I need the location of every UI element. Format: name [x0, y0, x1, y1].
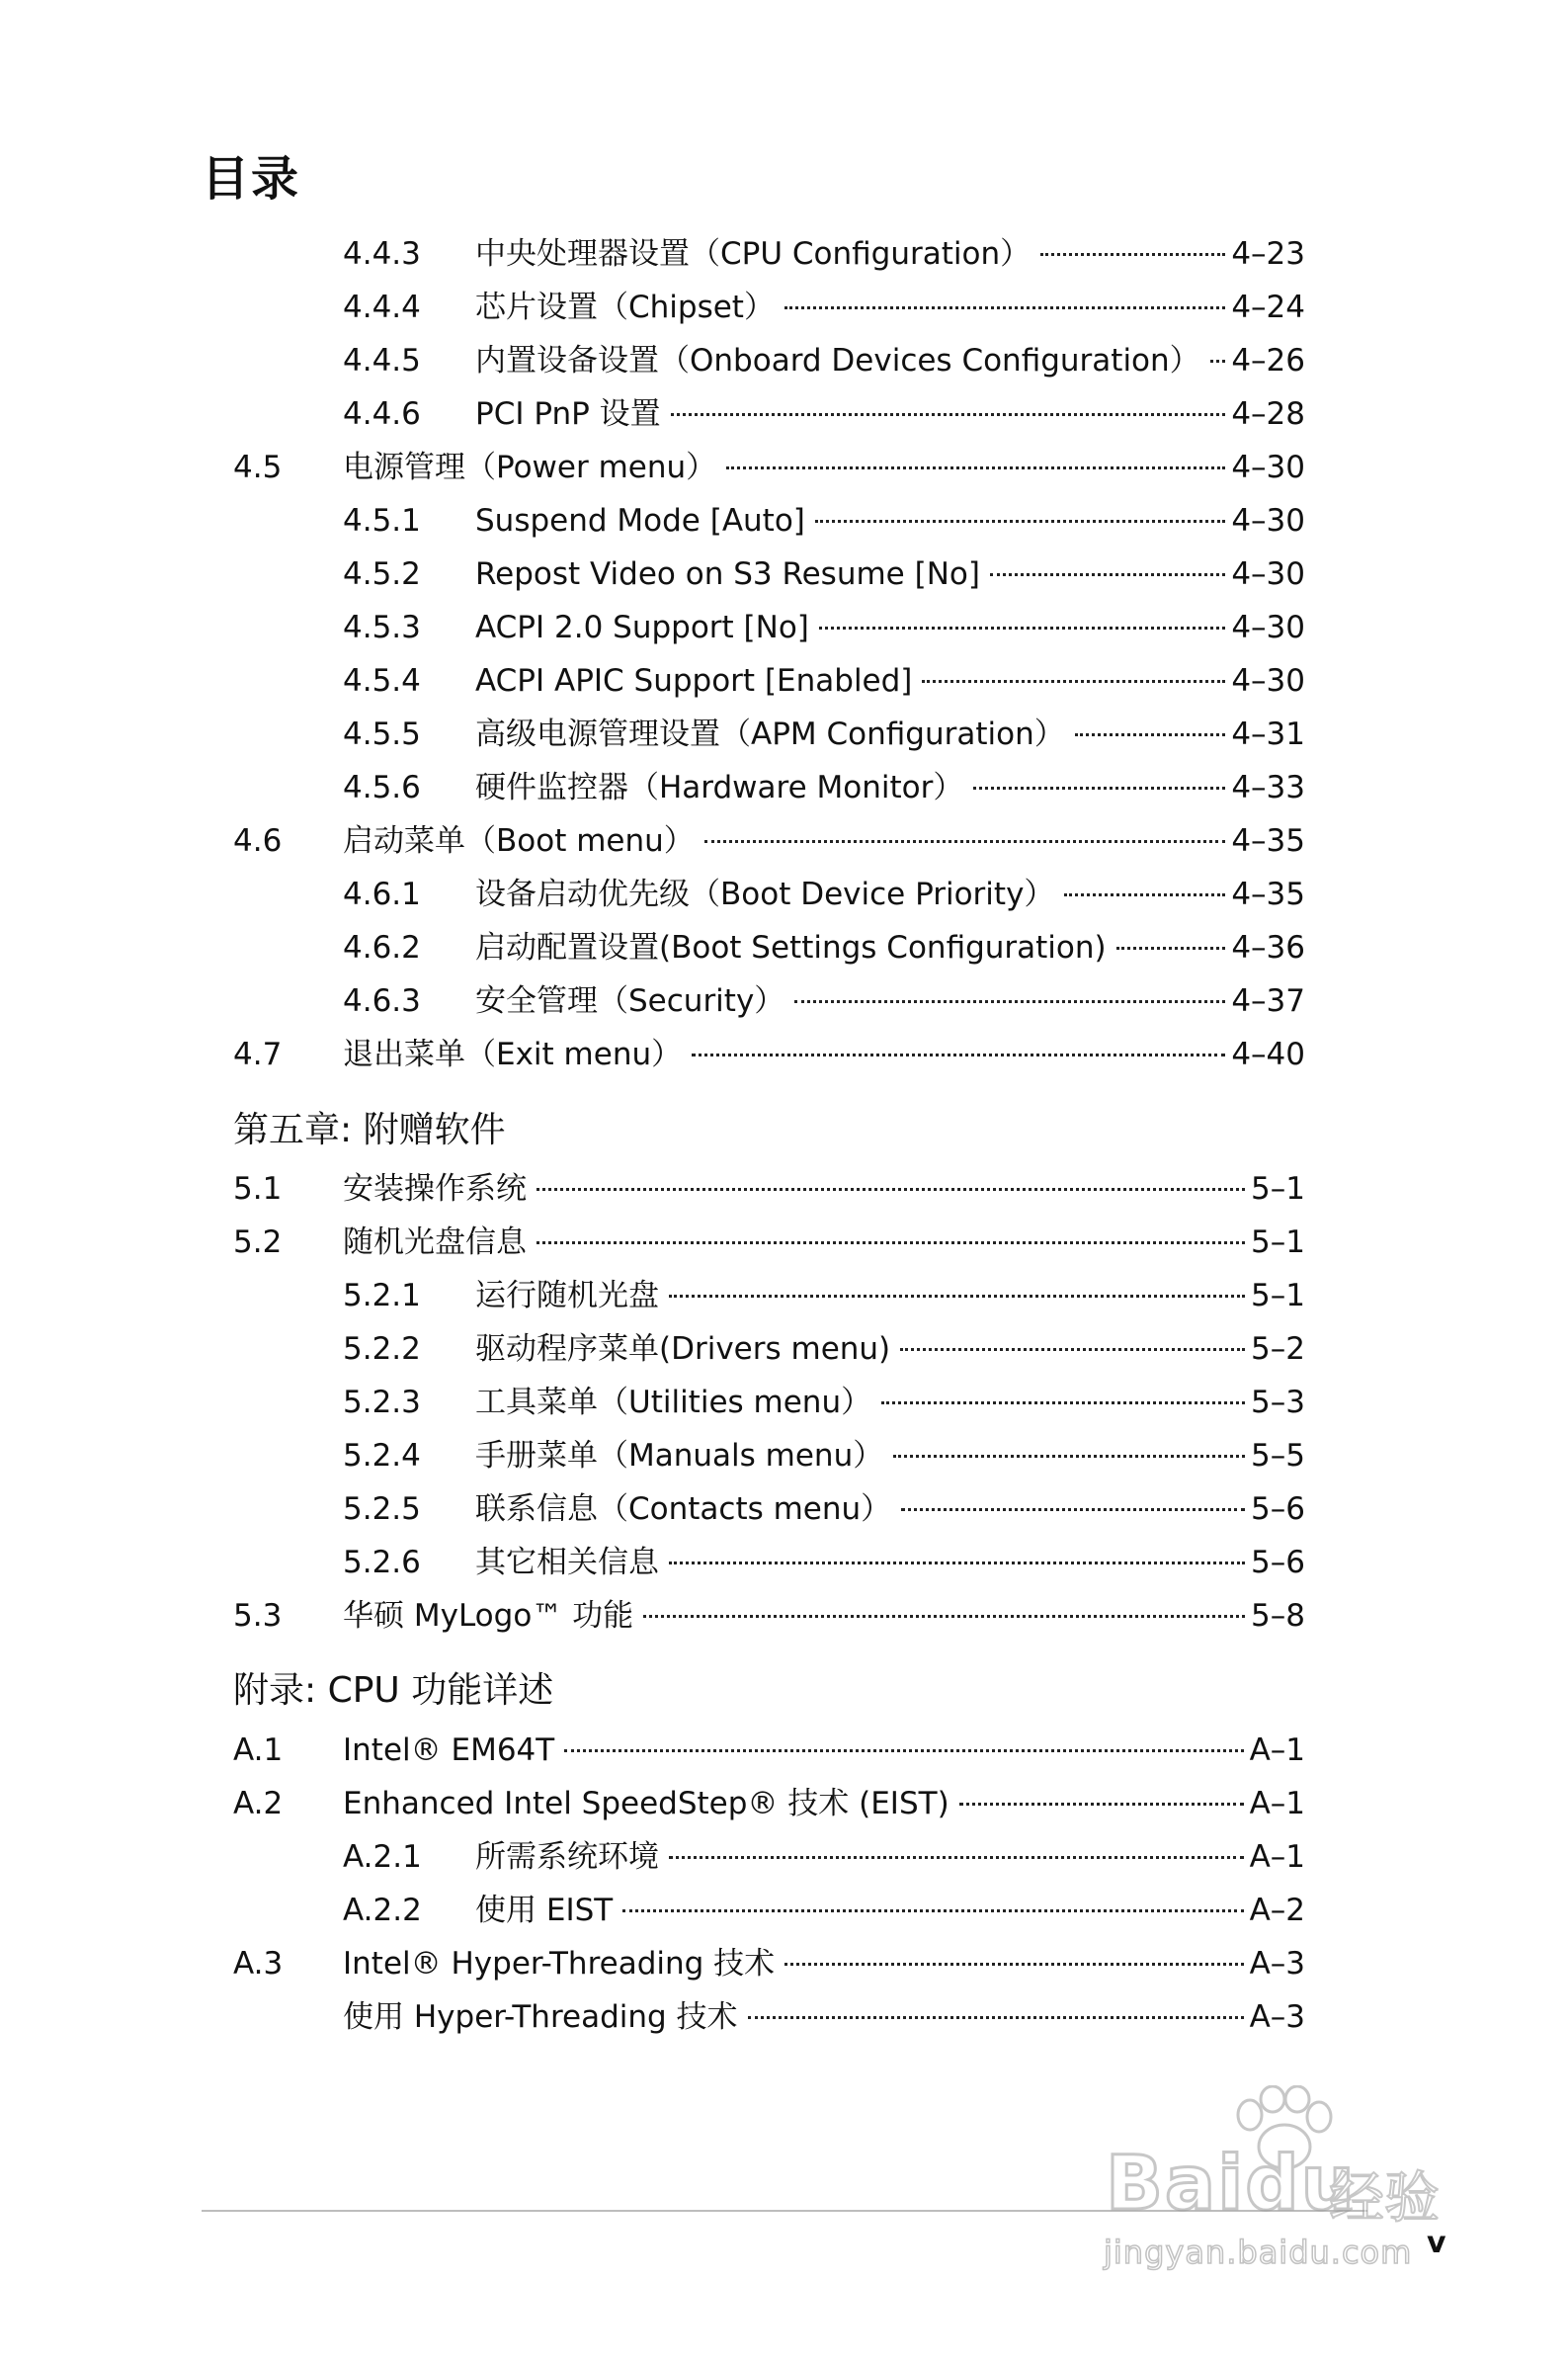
- toc-entry[interactable]: [0, 549, 1568, 600]
- entry-title: 电源管理（Power menu）: [343, 450, 717, 485]
- toc-entry[interactable]: [0, 602, 1568, 653]
- dot-leader: [784, 1963, 1243, 1966]
- watermark-brand: Baidu: [1106, 2139, 1357, 2227]
- entry-title: 安装操作系统: [343, 1171, 527, 1207]
- entry-page: 5–1: [1251, 1171, 1305, 1207]
- toc-entry[interactable]: [0, 1537, 1568, 1588]
- entry-page: 4–23: [1231, 236, 1305, 272]
- entry-page: 4–30: [1231, 610, 1305, 645]
- entry-number: 4.4.4: [343, 290, 421, 325]
- entry-number: 5.2.6: [343, 1545, 421, 1580]
- dot-leader: [1040, 253, 1225, 256]
- dot-leader: [922, 680, 1225, 683]
- entry-page: 5–6: [1251, 1491, 1305, 1527]
- toc-entry[interactable]: [0, 1725, 1568, 1776]
- entry-number: 5.2.2: [343, 1331, 421, 1367]
- toc-entry[interactable]: [0, 922, 1568, 973]
- dot-leader: [1075, 733, 1226, 736]
- entry-number: A.2: [233, 1786, 284, 1821]
- toc-entry[interactable]: [0, 1590, 1568, 1642]
- entry-number: 5.2.5: [343, 1491, 421, 1527]
- entry-number: 4.6.3: [343, 983, 421, 1019]
- toc-entry[interactable]: [0, 335, 1568, 386]
- entry-title: PCI PnP 设置: [475, 396, 661, 432]
- toc-entry[interactable]: [0, 1323, 1568, 1375]
- dot-leader: [748, 2016, 1244, 2019]
- entry-title: Enhanced Intel SpeedStep® 技术 (EIST): [343, 1786, 949, 1821]
- dot-leader: [671, 413, 1226, 416]
- dot-leader: [726, 466, 1225, 469]
- dot-leader: [536, 1241, 1245, 1244]
- entry-title: Intel® Hyper-Threading 技术: [343, 1946, 776, 1982]
- watermark-sub: 经验: [1329, 2166, 1440, 2231]
- dot-leader: [692, 1054, 1225, 1056]
- entry-number: A.1: [233, 1732, 284, 1768]
- dot-leader: [819, 627, 1225, 630]
- toc-entry[interactable]: [0, 762, 1568, 813]
- entry-number: 4.5.2: [343, 556, 421, 592]
- toc-entry[interactable]: [0, 1831, 1568, 1883]
- entry-page: 4–35: [1231, 823, 1305, 859]
- watermark-url: jingyan.baidu.com: [1104, 2234, 1413, 2271]
- entry-page: 4–30: [1231, 556, 1305, 592]
- entry-title: ACPI APIC Support [Enabled]: [475, 663, 913, 699]
- dot-leader: [536, 1188, 1245, 1191]
- entry-page: A–3: [1249, 1999, 1305, 2035]
- toc-entry[interactable]: [0, 388, 1568, 440]
- toc-entry[interactable]: [0, 975, 1568, 1027]
- toc-entry[interactable]: [0, 1991, 1568, 2043]
- toc-entry[interactable]: [0, 1430, 1568, 1481]
- appendix-heading: 附录: CPU 功能详述: [233, 1670, 554, 1711]
- entry-number: 4.6.1: [343, 877, 421, 912]
- entry-number: 5.2.1: [343, 1278, 421, 1313]
- entry-title: Intel® EM64T: [343, 1732, 555, 1768]
- dot-leader: [1064, 893, 1225, 896]
- dot-leader: [643, 1615, 1245, 1618]
- entry-page: A–1: [1249, 1786, 1305, 1821]
- page-title: 目录: [202, 151, 301, 207]
- dot-leader: [959, 1803, 1244, 1806]
- entry-page: 4–33: [1231, 770, 1305, 805]
- entry-page: A–2: [1249, 1893, 1305, 1928]
- entry-title: Repost Video on S3 Resume [No]: [475, 556, 980, 592]
- entry-title: 使用 EIST: [475, 1893, 614, 1928]
- entry-title: 联系信息（Contacts menu）: [475, 1491, 892, 1527]
- entry-page: 4–36: [1231, 930, 1305, 966]
- entry-number: 4.5.4: [343, 663, 421, 699]
- entry-number: A.2.1: [343, 1839, 422, 1875]
- entry-title: 驱动程序菜单(Drivers menu): [475, 1331, 891, 1367]
- entry-number: 4.5.3: [343, 610, 421, 645]
- entry-title: 华硕 MyLogo™ 功能: [343, 1598, 634, 1634]
- entry-title: 启动配置设置(Boot Settings Configuration): [475, 930, 1107, 966]
- toc-entry[interactable]: [0, 1270, 1568, 1321]
- entry-page: 4–24: [1231, 290, 1305, 325]
- entry-number: 4.4.3: [343, 236, 421, 272]
- entry-number: 5.2.3: [343, 1385, 421, 1420]
- toc-entry[interactable]: [0, 495, 1568, 547]
- entry-title: 手册菜单（Manuals menu）: [475, 1438, 884, 1474]
- toc-entry[interactable]: [0, 1377, 1568, 1428]
- entry-number: 4.6: [233, 823, 283, 859]
- entry-title: 工具菜单（Utilities menu）: [475, 1385, 872, 1420]
- entry-title: 安全管理（Security）: [475, 983, 785, 1019]
- entry-number: 5.3: [233, 1598, 283, 1634]
- entry-title: 启动菜单（Boot menu）: [343, 823, 695, 859]
- dot-leader: [1210, 360, 1226, 363]
- dot-leader: [794, 1000, 1225, 1003]
- dot-leader: [564, 1749, 1243, 1752]
- entry-number: 4.5.1: [343, 503, 421, 539]
- chapter-5-heading: 第五章: 附赠软件: [233, 1110, 506, 1150]
- entry-page: 5–8: [1251, 1598, 1305, 1634]
- toc-entry[interactable]: [0, 282, 1568, 333]
- toc-entry[interactable]: [0, 655, 1568, 707]
- entry-title: 硬件监控器（Hardware Monitor）: [475, 770, 964, 805]
- entry-page: 5–1: [1251, 1224, 1305, 1260]
- toc-entry[interactable]: [0, 442, 1568, 493]
- toc-entry[interactable]: [0, 1938, 1568, 1989]
- dot-leader: [669, 1856, 1244, 1859]
- toc-entry[interactable]: [0, 1885, 1568, 1936]
- entry-number: 4.5: [233, 450, 283, 485]
- entry-title: 设备启动优先级（Boot Device Priority）: [475, 877, 1055, 912]
- entry-title: 使用 Hyper-Threading 技术: [343, 1999, 738, 2035]
- entry-number: A.3: [233, 1946, 284, 1982]
- toc-entry[interactable]: [0, 709, 1568, 760]
- entry-number: 4.4.6: [343, 396, 421, 432]
- dot-leader: [669, 1562, 1245, 1564]
- entry-page: 4–40: [1231, 1037, 1305, 1072]
- entry-page: 4–35: [1231, 877, 1305, 912]
- entry-title: 所需系统环境: [475, 1839, 659, 1875]
- entry-number: 4.4.5: [343, 343, 421, 379]
- entry-title: 中央处理器设置（CPU Configuration）: [475, 236, 1032, 272]
- entry-title: 高级电源管理设置（APM Configuration）: [475, 717, 1065, 752]
- entry-number: 4.5.5: [343, 717, 421, 752]
- dot-leader: [881, 1401, 1245, 1404]
- entry-page: 5–1: [1251, 1278, 1305, 1313]
- entry-title: 其它相关信息: [475, 1545, 659, 1580]
- entry-page: 4–30: [1231, 663, 1305, 699]
- toc-entry[interactable]: [0, 1217, 1568, 1268]
- dot-leader: [893, 1455, 1245, 1458]
- dot-leader: [669, 1295, 1245, 1298]
- entry-page: 4–28: [1231, 396, 1305, 432]
- dot-leader: [704, 840, 1226, 843]
- toc-entry[interactable]: [0, 1483, 1568, 1535]
- entry-title: 退出菜单（Exit menu）: [343, 1037, 683, 1072]
- entry-page: 5–2: [1251, 1331, 1305, 1367]
- dot-leader: [973, 787, 1225, 790]
- entry-number: 5.2: [233, 1224, 283, 1260]
- entry-page: 4–37: [1231, 983, 1305, 1019]
- dot-leader: [622, 1909, 1243, 1912]
- entry-number: 4.5.6: [343, 770, 421, 805]
- entry-page: 4–30: [1231, 503, 1305, 539]
- dot-leader: [815, 520, 1225, 523]
- entry-page: 4–31: [1231, 717, 1305, 752]
- entry-page: 5–5: [1251, 1438, 1305, 1474]
- toc-entry[interactable]: [0, 1778, 1568, 1829]
- entry-number: 5.2.4: [343, 1438, 421, 1474]
- entry-page: 4–30: [1231, 450, 1305, 485]
- dot-leader: [990, 573, 1225, 576]
- entry-title: 内置设备设置（Onboard Devices Configuration）: [475, 343, 1200, 379]
- entry-number: 5.1: [233, 1171, 283, 1207]
- entry-title: 随机光盘信息: [343, 1224, 527, 1260]
- page-number: v: [1427, 2226, 1446, 2260]
- entry-page: A–3: [1249, 1946, 1305, 1982]
- dot-leader: [901, 1508, 1245, 1511]
- entry-number: 4.7: [233, 1037, 283, 1072]
- entry-title: Suspend Mode [Auto]: [475, 503, 805, 539]
- entry-page: 4–26: [1231, 343, 1305, 379]
- entry-page: 5–6: [1251, 1545, 1305, 1580]
- entry-page: 5–3: [1251, 1385, 1305, 1420]
- toc-entry[interactable]: [0, 815, 1568, 867]
- entry-number: A.2.2: [343, 1893, 422, 1928]
- toc-entry[interactable]: [0, 1163, 1568, 1215]
- dot-leader: [1116, 947, 1226, 950]
- toc-entry[interactable]: [0, 228, 1568, 280]
- entry-number: 4.6.2: [343, 930, 421, 966]
- entry-title: 运行随机光盘: [475, 1278, 659, 1313]
- entry-title: ACPI 2.0 Support [No]: [475, 610, 809, 645]
- dot-leader: [900, 1348, 1245, 1351]
- baidu-watermark: [1082, 2085, 1477, 2273]
- entry-page: A–1: [1249, 1839, 1305, 1875]
- dot-leader: [784, 306, 1225, 309]
- entry-page: A–1: [1249, 1732, 1305, 1768]
- entry-title: 芯片设置（Chipset）: [475, 290, 775, 325]
- toc-entry[interactable]: [0, 869, 1568, 920]
- toc-entry[interactable]: [0, 1029, 1568, 1080]
